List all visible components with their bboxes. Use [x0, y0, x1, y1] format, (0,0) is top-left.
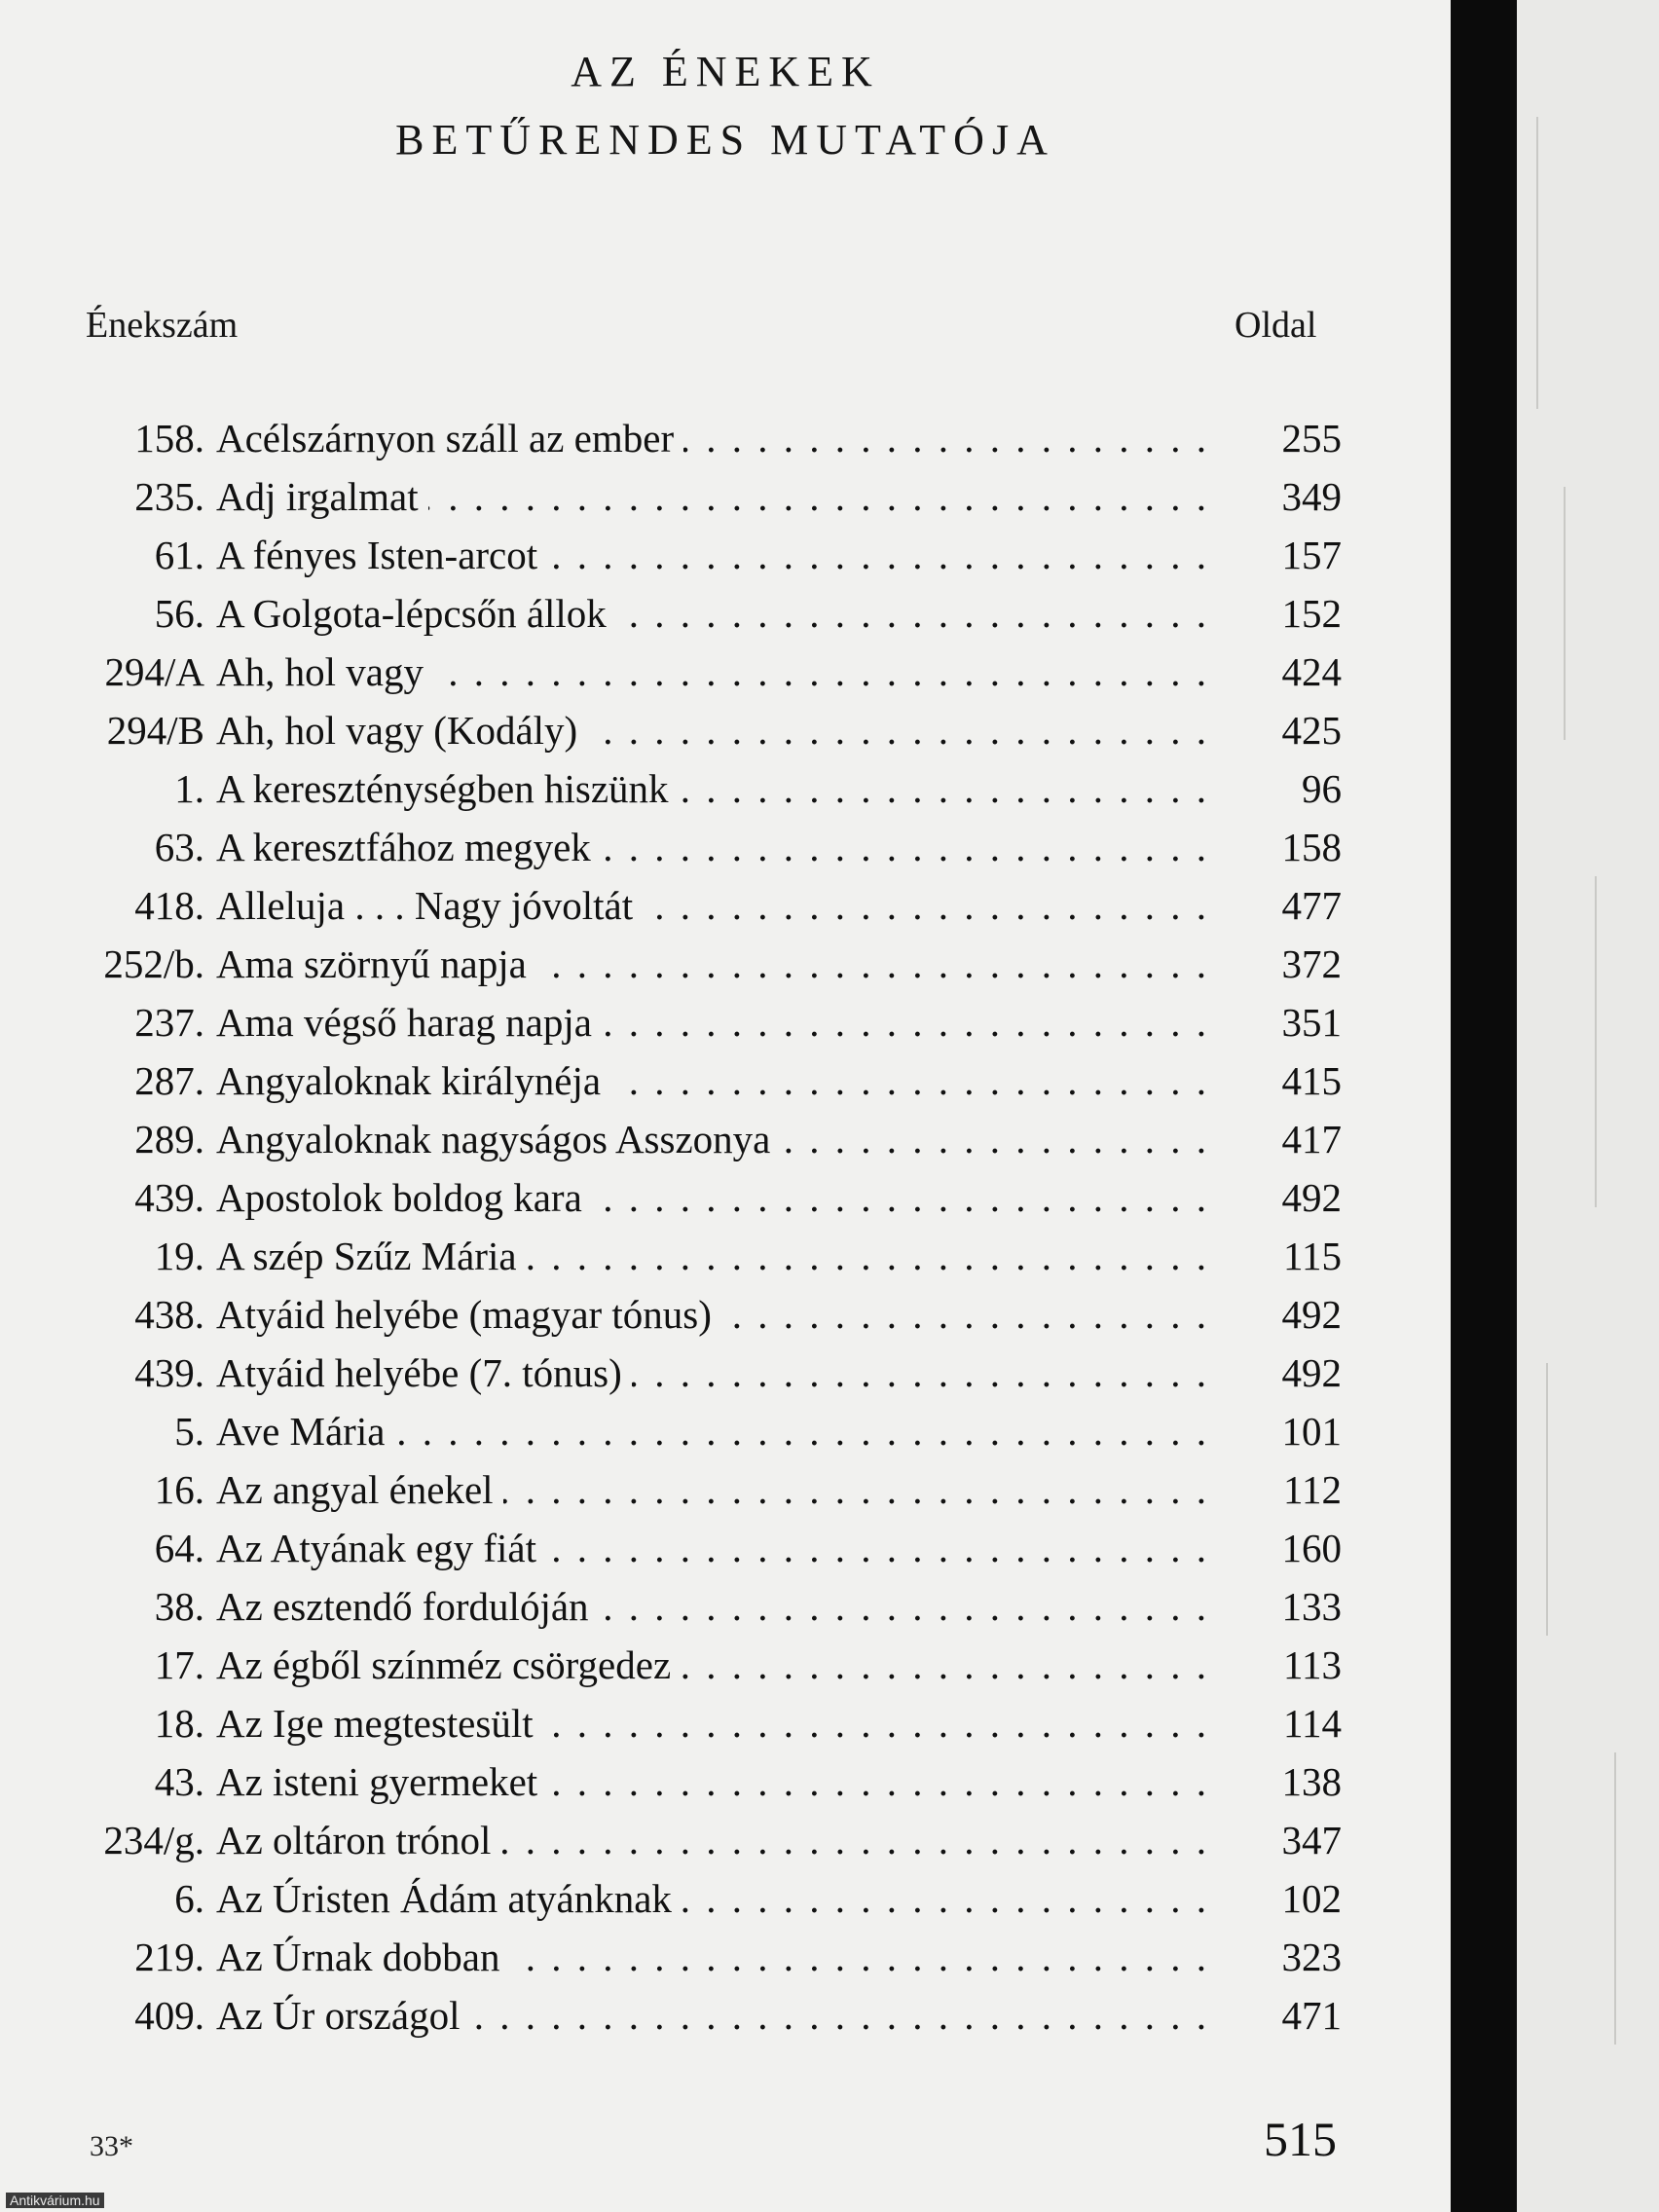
hymn-number: 219.	[134, 1935, 204, 1979]
hymn-title: A fényes Isten-arcot	[216, 533, 547, 577]
hymn-page: 347	[1281, 1818, 1342, 1862]
index-entry-row	[0, 1986, 1451, 2045]
index-entry-row	[0, 1168, 1451, 1227]
hymn-title: Ah, hol vagy (Kodály)	[216, 708, 587, 753]
hymn-title: Az angyal énekel	[216, 1467, 503, 1512]
column-header-number: Énekszám	[86, 305, 239, 346]
hymn-title-cell	[216, 701, 1209, 759]
hymn-number: 38.	[154, 1584, 204, 1629]
index-title-line1: AZ ÉNEKEK	[571, 48, 880, 95]
page-edge-line	[1536, 117, 1538, 409]
hymn-title-cell	[216, 876, 1209, 935]
hymn-title-cell	[216, 1694, 1209, 1752]
hymn-title: Alleluja . . . Nagy jóvoltát	[216, 883, 643, 928]
hymn-number: 439.	[134, 1350, 204, 1395]
column-header-page: Oldal	[1235, 305, 1317, 346]
hymn-number: 17.	[154, 1642, 204, 1687]
hymn-title: Az égből színméz csörgedez	[216, 1642, 681, 1687]
hymn-page: 425	[1281, 708, 1342, 753]
hymn-page: 492	[1281, 1175, 1342, 1220]
hymn-page: 158	[1281, 825, 1342, 869]
hymn-title: Atyáid helyébe (magyar tónus)	[216, 1292, 721, 1337]
index-entry-row	[0, 1227, 1451, 1285]
hymn-title-cell	[216, 1986, 1209, 2045]
index-entry-row	[0, 643, 1451, 701]
hymn-title: Angyaloknak királynéja	[216, 1058, 610, 1103]
index-entry-row	[0, 409, 1451, 467]
hymn-title-cell	[216, 818, 1209, 876]
hymn-page: 114	[1283, 1701, 1342, 1746]
index-entry-row	[0, 526, 1451, 584]
hymn-number: 439.	[134, 1175, 204, 1220]
index-entry-row	[0, 1869, 1451, 1928]
hymn-title: Acélszárnyon száll az ember	[216, 416, 683, 461]
hymn-page: 351	[1281, 1000, 1342, 1045]
index-entry-row	[0, 1285, 1451, 1344]
index-entry-row	[0, 1402, 1451, 1460]
hymn-title: Angyaloknak nagyságos Asszonya	[216, 1117, 780, 1161]
index-title-line2: BETŰRENDES MUTATÓJA	[395, 116, 1055, 164]
hymn-title: Az esztendő fordulóján	[216, 1584, 599, 1629]
index-entry-row	[0, 584, 1451, 643]
hymn-number: 252/b.	[103, 941, 204, 986]
hymn-title-cell	[216, 584, 1209, 643]
hymn-page: 415	[1281, 1058, 1342, 1103]
hymn-page: 424	[1281, 649, 1342, 694]
hymn-title: Atyáid helyébe (7. tónus)	[216, 1350, 632, 1395]
hymn-title-cell	[216, 1869, 1209, 1928]
hymn-number: 16.	[154, 1467, 204, 1512]
hymn-page: 160	[1281, 1526, 1342, 1570]
hymn-page: 113	[1283, 1642, 1342, 1687]
hymn-title: Apostolok boldog kara	[216, 1175, 592, 1220]
hymn-number: 289.	[134, 1117, 204, 1161]
index-entry-row	[0, 876, 1451, 935]
index-entry-row	[0, 1752, 1451, 1811]
hymn-title: Ama szörnyű napja	[216, 941, 536, 986]
hymn-page: 417	[1281, 1117, 1342, 1161]
index-entry-row	[0, 1811, 1451, 1869]
hymn-number: 237.	[134, 1000, 204, 1045]
hymn-page: 115	[1283, 1234, 1342, 1278]
index-entry-row	[0, 467, 1451, 526]
hymn-title: Adj irgalmat	[216, 474, 428, 519]
index-entry-row	[0, 1928, 1451, 1986]
hymn-number: 5.	[174, 1409, 204, 1454]
hymn-title-cell	[216, 526, 1209, 584]
hymn-page: 157	[1281, 533, 1342, 577]
page-edge-line	[1546, 1363, 1548, 1636]
index-entry-row	[0, 1110, 1451, 1168]
signature-mark: 33*	[90, 2130, 133, 2162]
hymn-title: Az oltáron trónol	[216, 1818, 500, 1862]
hymn-title-cell	[216, 993, 1209, 1051]
hymn-title: Az Úrnak dobban	[216, 1935, 509, 1979]
hymn-title: A Golgota-lépcsőn állok	[216, 591, 616, 636]
hymn-title-cell	[216, 643, 1209, 701]
hymn-title: A keresztfához megyek	[216, 825, 601, 869]
hymn-number: 6.	[174, 1876, 204, 1921]
hymn-title-cell	[216, 1636, 1209, 1694]
hymn-title-cell	[216, 1577, 1209, 1636]
hymn-page: 112	[1283, 1467, 1342, 1512]
hymn-page: 102	[1281, 1876, 1342, 1921]
hymn-title: Ah, hol vagy	[216, 649, 433, 694]
index-entry-row	[0, 1694, 1451, 1752]
hymn-number: 235.	[134, 474, 204, 519]
hymn-title-cell	[216, 1460, 1209, 1519]
hymn-number: 438.	[134, 1292, 204, 1337]
hymn-number: 64.	[154, 1526, 204, 1570]
hymn-page: 492	[1281, 1350, 1342, 1395]
hymn-title-cell	[216, 409, 1209, 467]
hymn-title-cell	[216, 1811, 1209, 1869]
hymn-number: 409.	[134, 1993, 204, 2038]
hymn-page: 255	[1281, 416, 1342, 461]
hymn-page: 492	[1281, 1292, 1342, 1337]
hymn-title: Az Ige megtestesült	[216, 1701, 543, 1746]
hymn-number: 43.	[154, 1759, 204, 1804]
hymn-title-cell	[216, 1285, 1209, 1344]
hymn-title-cell	[216, 1519, 1209, 1577]
index-entry-row	[0, 759, 1451, 818]
hymn-page: 471	[1281, 1993, 1342, 2038]
hymn-title-cell	[216, 1344, 1209, 1402]
hymn-title: Az Úristen Ádám atyánknak	[216, 1876, 682, 1921]
hymn-number: 158.	[134, 416, 204, 461]
hymn-title: Ave Mária	[216, 1409, 394, 1454]
hymn-title-cell	[216, 935, 1209, 993]
hymn-number: 418.	[134, 883, 204, 928]
book-spine	[1451, 0, 1517, 2212]
watermark: Antikvárium.hu	[6, 2193, 104, 2208]
page-edge-line	[1564, 487, 1566, 740]
hymn-number: 294/A	[104, 649, 204, 694]
hymn-title: A kereszténységben hiszünk	[216, 766, 679, 811]
index-entry-row	[0, 935, 1451, 993]
hymn-page: 372	[1281, 941, 1342, 986]
hymn-title: Az isteni gyermeket	[216, 1759, 547, 1804]
index-entry-row	[0, 818, 1451, 876]
hymn-page: 349	[1281, 474, 1342, 519]
page-edge-line	[1595, 876, 1597, 1207]
hymn-title-cell	[216, 1402, 1209, 1460]
hymn-number: 63.	[154, 825, 204, 869]
hymn-page: 477	[1281, 883, 1342, 928]
index-entry-row	[0, 993, 1451, 1051]
hymn-title: Ama végső harag napja	[216, 1000, 602, 1045]
hymn-number: 1.	[174, 766, 204, 811]
index-entry-row	[0, 701, 1451, 759]
hymn-title-cell	[216, 1051, 1209, 1110]
hymn-number: 234/g.	[103, 1818, 204, 1862]
hymn-title-cell	[216, 1752, 1209, 1811]
index-entry-row	[0, 1051, 1451, 1110]
hymn-page: 133	[1281, 1584, 1342, 1629]
hymn-title: Az Úr országol	[216, 1993, 469, 2038]
hymn-page: 323	[1281, 1935, 1342, 1979]
hymn-page: 138	[1281, 1759, 1342, 1804]
hymn-page: 101	[1281, 1409, 1342, 1454]
hymn-title-cell	[216, 759, 1209, 818]
index-entry-row	[0, 1344, 1451, 1402]
hymn-number: 294/B	[106, 708, 204, 753]
hymn-number: 61.	[154, 533, 204, 577]
hymn-title-cell	[216, 1110, 1209, 1168]
hymn-number: 19.	[154, 1234, 204, 1278]
hymn-page: 152	[1281, 591, 1342, 636]
hymn-page: 96	[1302, 766, 1342, 811]
hymn-title-cell	[216, 467, 1209, 526]
hymn-title: Az Atyának egy fiát	[216, 1526, 546, 1570]
index-entry-row	[0, 1577, 1451, 1636]
hymn-title: A szép Szűz Mária	[216, 1234, 527, 1278]
hymn-title-cell	[216, 1227, 1209, 1285]
hymn-title-cell	[216, 1928, 1209, 1986]
hymn-number: 287.	[134, 1058, 204, 1103]
page-edge-line	[1614, 1752, 1616, 2045]
index-entry-row	[0, 1460, 1451, 1519]
index-entry-row	[0, 1519, 1451, 1577]
adjacent-page-edge	[1517, 0, 1659, 2212]
hymn-title-cell	[216, 1168, 1209, 1227]
page-number: 515	[1264, 2112, 1337, 2166]
hymn-number: 56.	[154, 591, 204, 636]
index-entry-row	[0, 1636, 1451, 1694]
hymn-number: 18.	[154, 1701, 204, 1746]
